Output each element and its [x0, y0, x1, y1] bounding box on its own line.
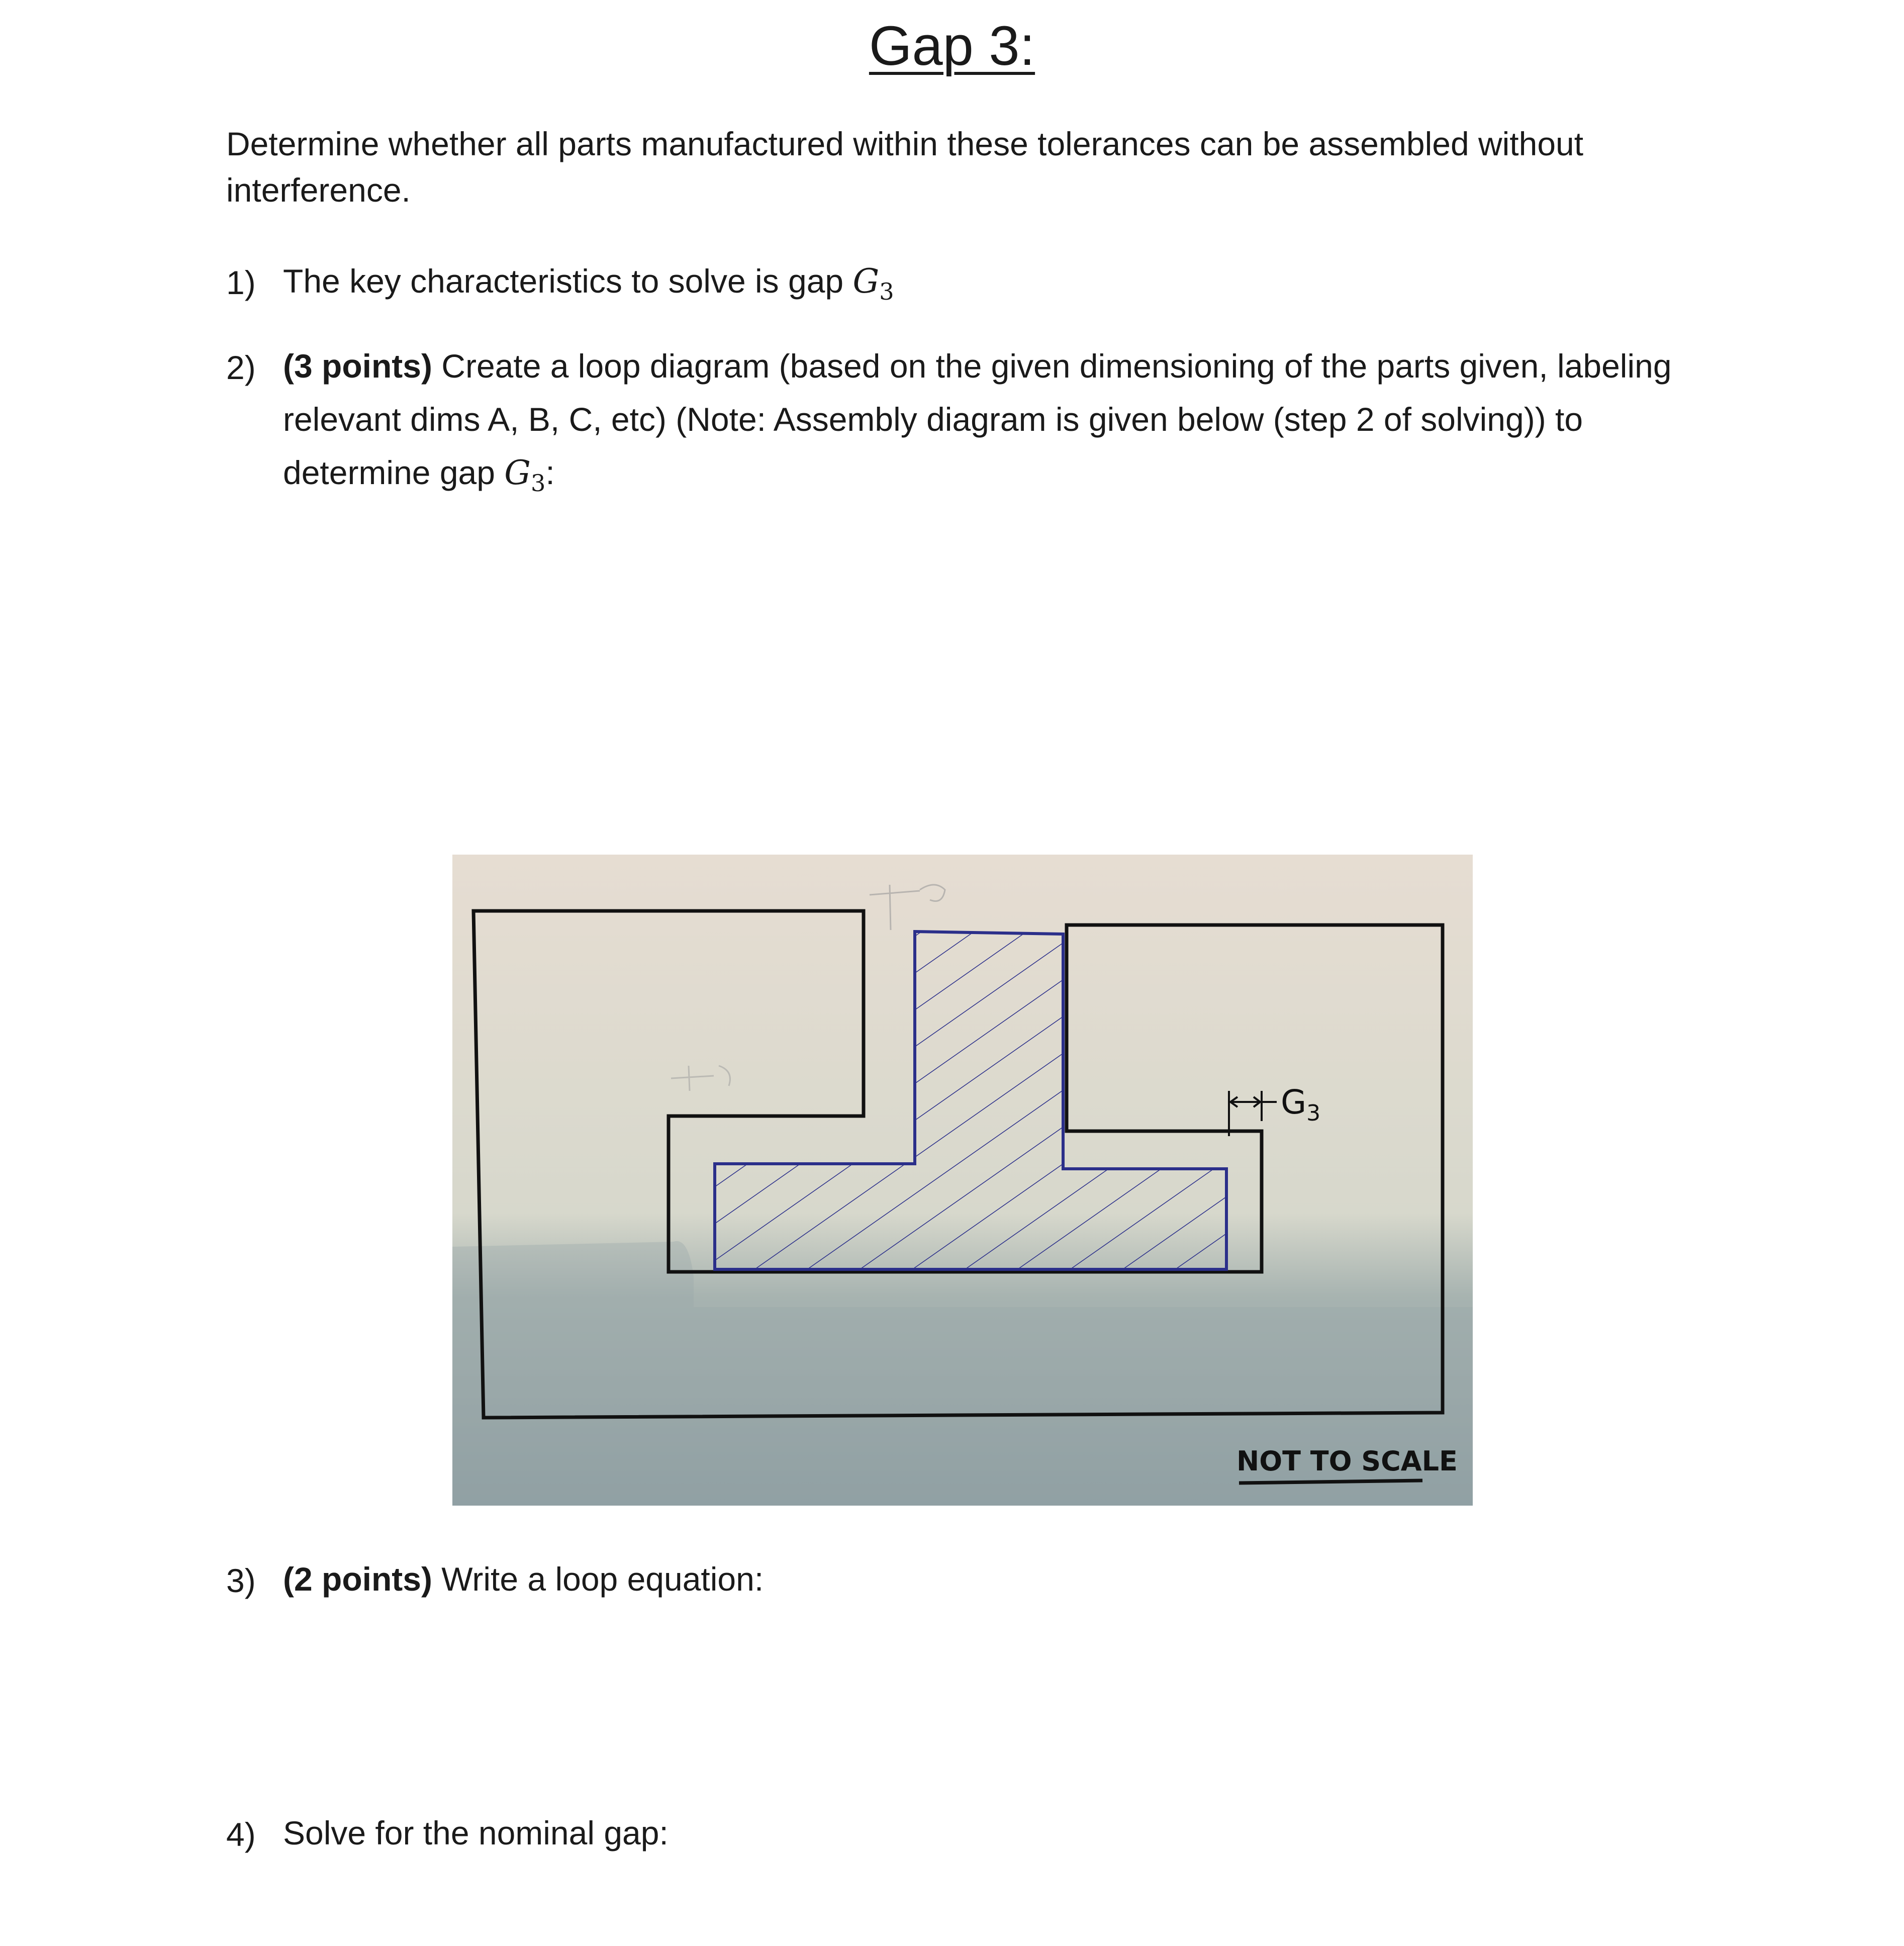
- item-2-math: $G_3$: [504, 453, 546, 497]
- item-4-number: 4): [226, 1816, 256, 1853]
- item-1-math: $G_3$: [852, 262, 894, 306]
- note-underline: [1239, 1480, 1422, 1483]
- assembly-diagram: [452, 855, 1473, 1506]
- item-3-points: (2 points): [283, 1560, 432, 1598]
- item-3-text: Write a loop equation:: [432, 1560, 764, 1598]
- intro-paragraph: Determine whether all parts manufactured within these tolerances can be assembled without interference.: [226, 125, 1584, 209]
- page-title: Gap 3:: [869, 15, 1035, 77]
- item-2-text: Create a loop diagram (based on the given dimensioning of the parts given, labeling relevant dims A, B, C, etc) (Note: Assembly diagram is given below (step 2 of solving)) to determine gap: [283, 347, 1672, 491]
- item-4: [283, 1806, 1690, 1860]
- item-1: [283, 254, 1690, 318]
- item-2: (3 points) Create a loop diagram (based on the given dimensioning of the parts given, labeling relevant dims A, B, C, etc) (Note: Assembly diagram is given below (step 2 of solving)) to determine gap $G_3$:: [283, 347, 1672, 497]
- item-4-text: Solve for the nominal gap:: [283, 1814, 669, 1851]
- item-2-number: 2): [226, 349, 256, 386]
- item-1-text: The key characteristics to solve is gap: [283, 262, 853, 300]
- g3-label: $G_3$: [1281, 1083, 1321, 1126]
- item-3: [283, 1552, 1690, 1606]
- item-3-number: 3): [226, 1562, 256, 1599]
- item-1-number: 1): [226, 264, 256, 301]
- not-to-scale-note: NOT TO SCALE: [1236, 1445, 1458, 1477]
- item-2-points: (3 points): [283, 347, 432, 385]
